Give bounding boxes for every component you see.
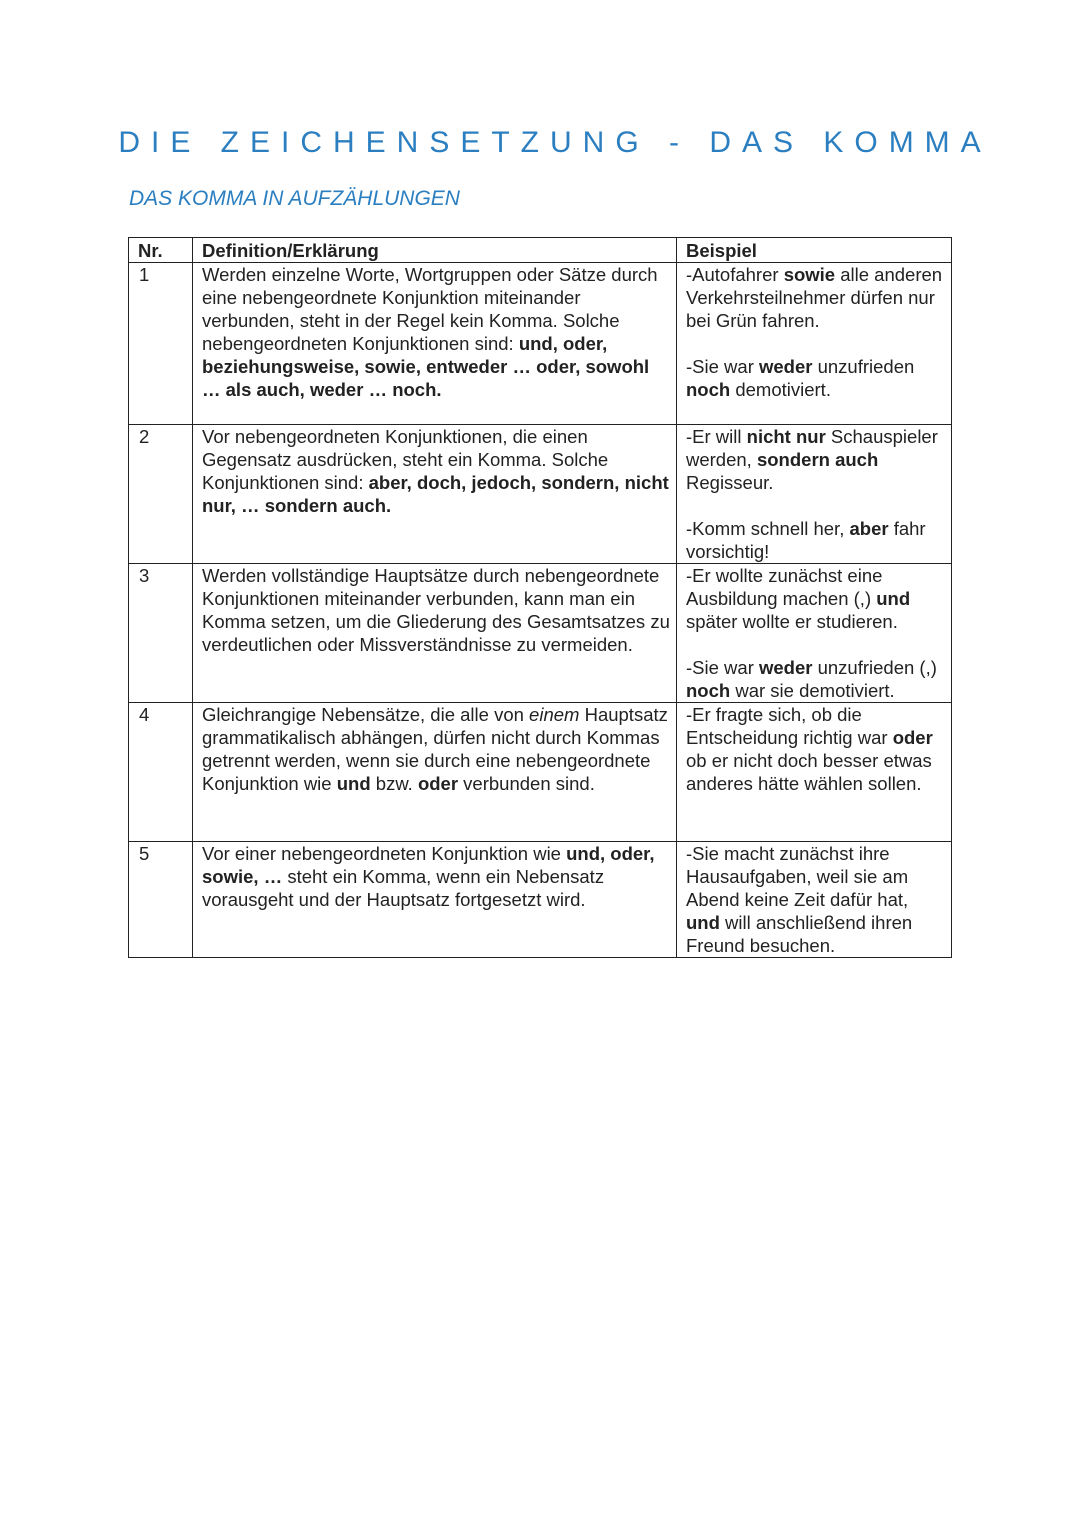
example-a <box>686 263 945 332</box>
example-text: -Sie war <box>686 356 759 377</box>
example-text: -Er wollte zunächst eine Ausbildung machen (,) <box>686 565 883 609</box>
row-number: 3 <box>129 564 193 703</box>
rules-table <box>128 237 952 958</box>
definition-text: steht ein Komma, wenn ein Nebensatz vorausgeht und der Hauptsatz fortgesetzt wird. <box>202 866 605 910</box>
table-row <box>129 703 952 842</box>
example-text: -Sie macht zunächst ihre Hausaufgaben, weil sie am Abend keine Zeit dafür hat, <box>686 843 909 910</box>
example-bold: noch <box>686 379 731 400</box>
header-nr: Nr. <box>129 238 193 263</box>
header-definition: Definition/Erklärung <box>193 238 677 263</box>
example-b <box>686 656 945 702</box>
example-a <box>686 564 945 633</box>
row-number: 4 <box>129 703 193 842</box>
definition-bold: aber, doch, jedoch, sondern, nicht nur, … sondern auch. <box>202 472 669 516</box>
example-text: will anschließend ihren Freund besuchen. <box>686 912 913 956</box>
example-text: -Sie war <box>686 657 759 678</box>
table-row <box>129 425 952 564</box>
example-a <box>686 842 945 957</box>
example-text: alle anderen Verkehrsteilnehmer dürfen nur bei Grün fahren. <box>686 264 943 331</box>
definition-bold: und <box>336 773 371 794</box>
definition-bold: und, oder, beziehungsweise, sowie, entweder … oder, sowohl … als auch, weder … noch. <box>202 333 650 400</box>
definition-text: Werden einzelne Worte, Wortgruppen oder Sätze durch eine nebengeordnete Konjunktion miteinander verbunden, steht in der Regel kein Komma. Solche nebengeordneten Konjunktionen sind: <box>202 264 658 354</box>
example-cell <box>677 564 952 703</box>
table-header-row <box>129 238 952 263</box>
definition-text: Hauptsatz grammatikalisch abhängen, dürfen nicht durch Kommas getrennt werden, wenn sie durch eine nebengeordnete Konjunktion wie <box>202 704 668 794</box>
definition-bold: und, oder, sowie, … <box>202 843 655 887</box>
example-cell <box>677 703 952 842</box>
definition-cell <box>193 842 677 958</box>
example-text: Regisseur. <box>686 472 774 493</box>
definition-text: Vor nebengeordneten Konjunktionen, die einen Gegensatz ausdrücken, steht ein Komma. Solche Konjunktionen sind: <box>202 426 609 493</box>
example-text: war sie demotiviert. <box>730 680 895 701</box>
example-cell <box>677 263 952 425</box>
example-text: -Autofahrer <box>686 264 784 285</box>
example-text: Schauspieler werden, <box>686 426 938 470</box>
example-text: -Komm schnell her, <box>686 518 850 539</box>
example-a <box>686 425 945 494</box>
definition-text: bzw. <box>370 773 418 794</box>
example-b <box>686 355 945 401</box>
row-number: 5 <box>129 842 193 958</box>
example-bold: sondern auch <box>756 449 879 470</box>
example-a <box>686 703 945 795</box>
table-row <box>129 842 952 958</box>
example-text: fahr vorsichtig! <box>686 518 926 562</box>
example-b <box>686 517 945 563</box>
example-text: demotiviert. <box>730 379 831 400</box>
definition-italic: einem <box>529 704 580 725</box>
example-bold: sowie <box>783 264 836 285</box>
row-number: 1 <box>129 263 193 425</box>
table-row <box>129 564 952 703</box>
definition-text: Gleichrangige Nebensätze, die alle von <box>202 704 530 725</box>
section-heading: DAS KOMMA IN AUFZÄHLUNGEN <box>129 187 460 210</box>
definition-text: verbunden sind. <box>458 773 595 794</box>
example-cell <box>677 425 952 564</box>
definition-cell <box>193 263 677 425</box>
definition-bold: oder <box>417 773 459 794</box>
table-row <box>129 263 952 425</box>
example-text: unzufrieden <box>812 356 915 377</box>
definition-cell <box>193 425 677 564</box>
example-bold: oder <box>892 727 933 748</box>
example-bold: nicht nur <box>746 426 826 447</box>
example-bold: und <box>686 912 720 933</box>
example-cell <box>677 842 952 958</box>
example-bold: und <box>876 588 911 609</box>
document-title: DIE ZEICHENSETZUNG - DAS KOMMA <box>118 126 992 159</box>
example-bold: weder <box>759 657 813 678</box>
row-number: 2 <box>129 425 193 564</box>
header-example: Beispiel <box>677 238 952 263</box>
example-bold: noch <box>686 680 731 701</box>
example-bold: weder <box>759 356 813 377</box>
example-text: -Er fragte sich, ob die Entscheidung richtig war <box>686 704 893 748</box>
definition-text: Werden vollständige Hauptsätze durch nebengeordnete Konjunktionen miteinander verbunden, kann man ein Komma setzen, um die Gliederung des Gesamtsatzes zu verdeutlichen oder Missverständnisse zu vermeiden. <box>202 565 670 655</box>
example-text: ob er nicht doch besser etwas anderes hätte wählen sollen. <box>686 750 932 794</box>
example-bold: aber <box>849 518 889 539</box>
definition-text: Vor einer nebengeordneten Konjunktion wie <box>202 843 567 864</box>
example-text: unzufrieden (,) <box>812 657 937 678</box>
definition-cell <box>193 564 677 703</box>
example-text: -Er will <box>686 426 747 447</box>
example-text: später wollte er studieren. <box>686 611 898 632</box>
definition-cell <box>193 703 677 842</box>
